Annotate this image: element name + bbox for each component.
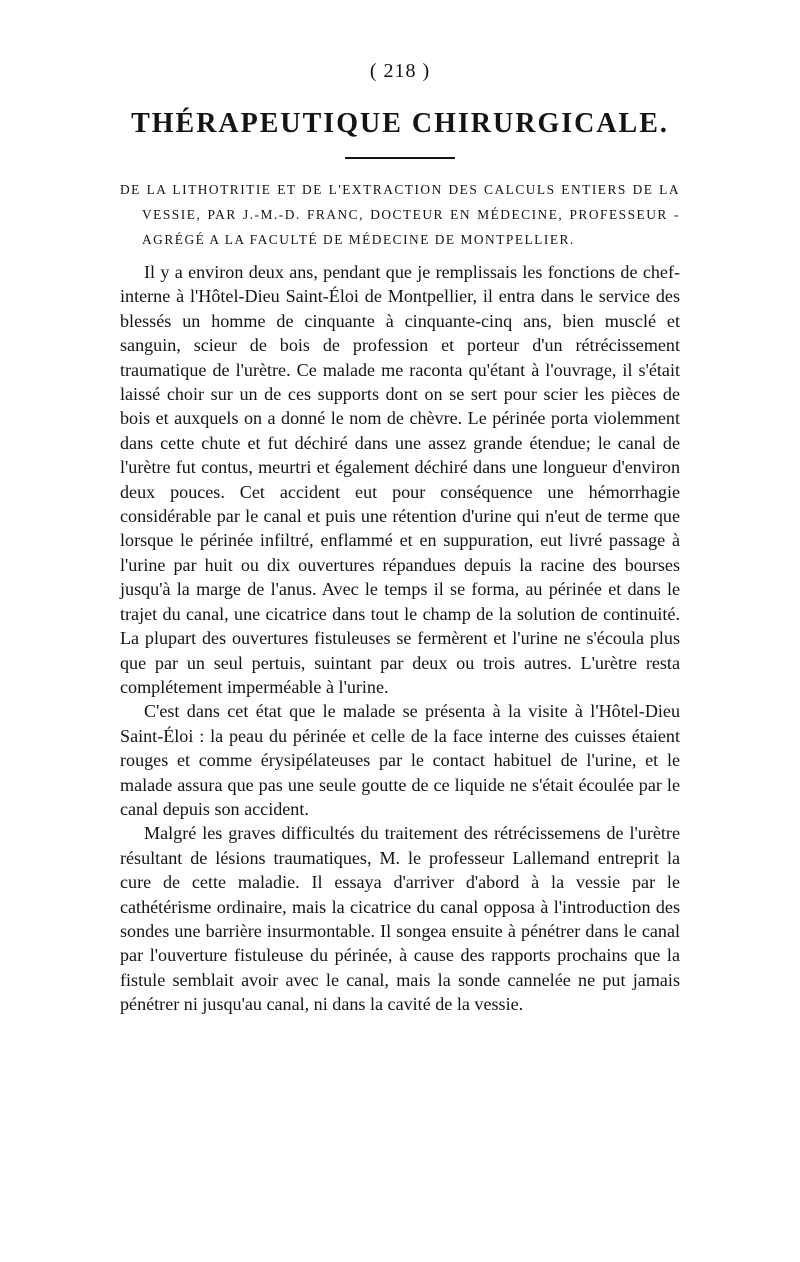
title-divider	[345, 157, 455, 159]
body-paragraph: Il y a environ deux ans, pendant que je remplissais les fonctions de chef-interne à l'Hôtel-Dieu Saint-Éloi de Montpellier, il entra dans le service des blessés un homme de cinquante à cinquante-cinq ans, bien musclé et sanguin, scieur de bois de profession et porteur d'un rétrécissement traumatique de l'urètre. Ce malade me raconta qu'étant à l'ouvrage, il s'était laissé choir sur un de ces supports dont on se sert pour scier les pièces de bois et auxquels on a donné le nom de chèvre. Le périnée porta violemment dans cette chute et fut déchiré dans une assez grande étendue; le canal de l'urètre fut contus, meurtri et également déchiré dans une longueur d'environ deux pouces. Cet accident eut pour conséquence une hémorrhagie considérable par le canal et puis une rétention d'urine qui n'eut de terme que lorsque le périnée infiltré, enflammé et en suppuration, eut livré passage à l'urine par huit ou dix ouvertures répandues depuis la racine des bourses jusqu'à la marge de l'anus. Avec le temps il se forma, au périnée et dans le trajet du canal, une cicatrice dans tout le champ de la solution de continuité. La plupart des ouvertures fistuleuses se fermèrent et l'urine ne s'écoula plus que par un seul pertuis, suintant par deux ou trois autres. L'urètre resta complétement imperméable à l'urine.	[120, 262, 680, 697]
body-paragraph: C'est dans cet état que le malade se présenta à la visite à l'Hôtel-Dieu Saint-Éloi : la peau du périnée et celle de la face interne des cuisses étaient rouges et comme érysipélateuses par le contact habituel de l'urine, et le malade assura que pas une seule goutte de ce liquide ne s'était écoulée par le canal depuis son accident.	[120, 701, 680, 819]
page-number: ( 218 )	[369, 60, 431, 82]
body-paragraph: Malgré les graves difficultés du traitement des rétrécissemens de l'urètre résultant de lésions traumatiques, M. le professeur Lallemand entreprit la cure de cette maladie. Il essaya d'arriver d'abord à la vessie par le cathétérisme ordinaire, mais la cicatrice du canal opposa à l'introduction des sondes une barrière insurmontable. Il songea ensuite à pénétrer dans le canal par l'ouverture fistuleuse du périnée, à cause des rapports prochains que la fistule semblait avoir avec le canal, mais la sonde cannelée ne put jamais pénétrer ni jusqu'au canal, ni dans la cavité de la vessie.	[120, 823, 680, 1015]
article-heading: DE LA LITHOTRITIE ET DE L'EXTRACTION DES CALCULS ENTIERS DE LA VESSIE, PAR J.-M.-D. FRANC, DOCTEUR EN MÉDECINE, PROFESSEUR - AGRÉGÉ A LA FACULTÉ DE MÉDECINE DE MONTPELLIER.	[120, 182, 680, 247]
book-page	[120, 58, 680, 1017]
section-title: THÉRAPEUTIQUE CHIRURGICALE.	[131, 108, 669, 139]
article-body	[120, 260, 680, 1017]
